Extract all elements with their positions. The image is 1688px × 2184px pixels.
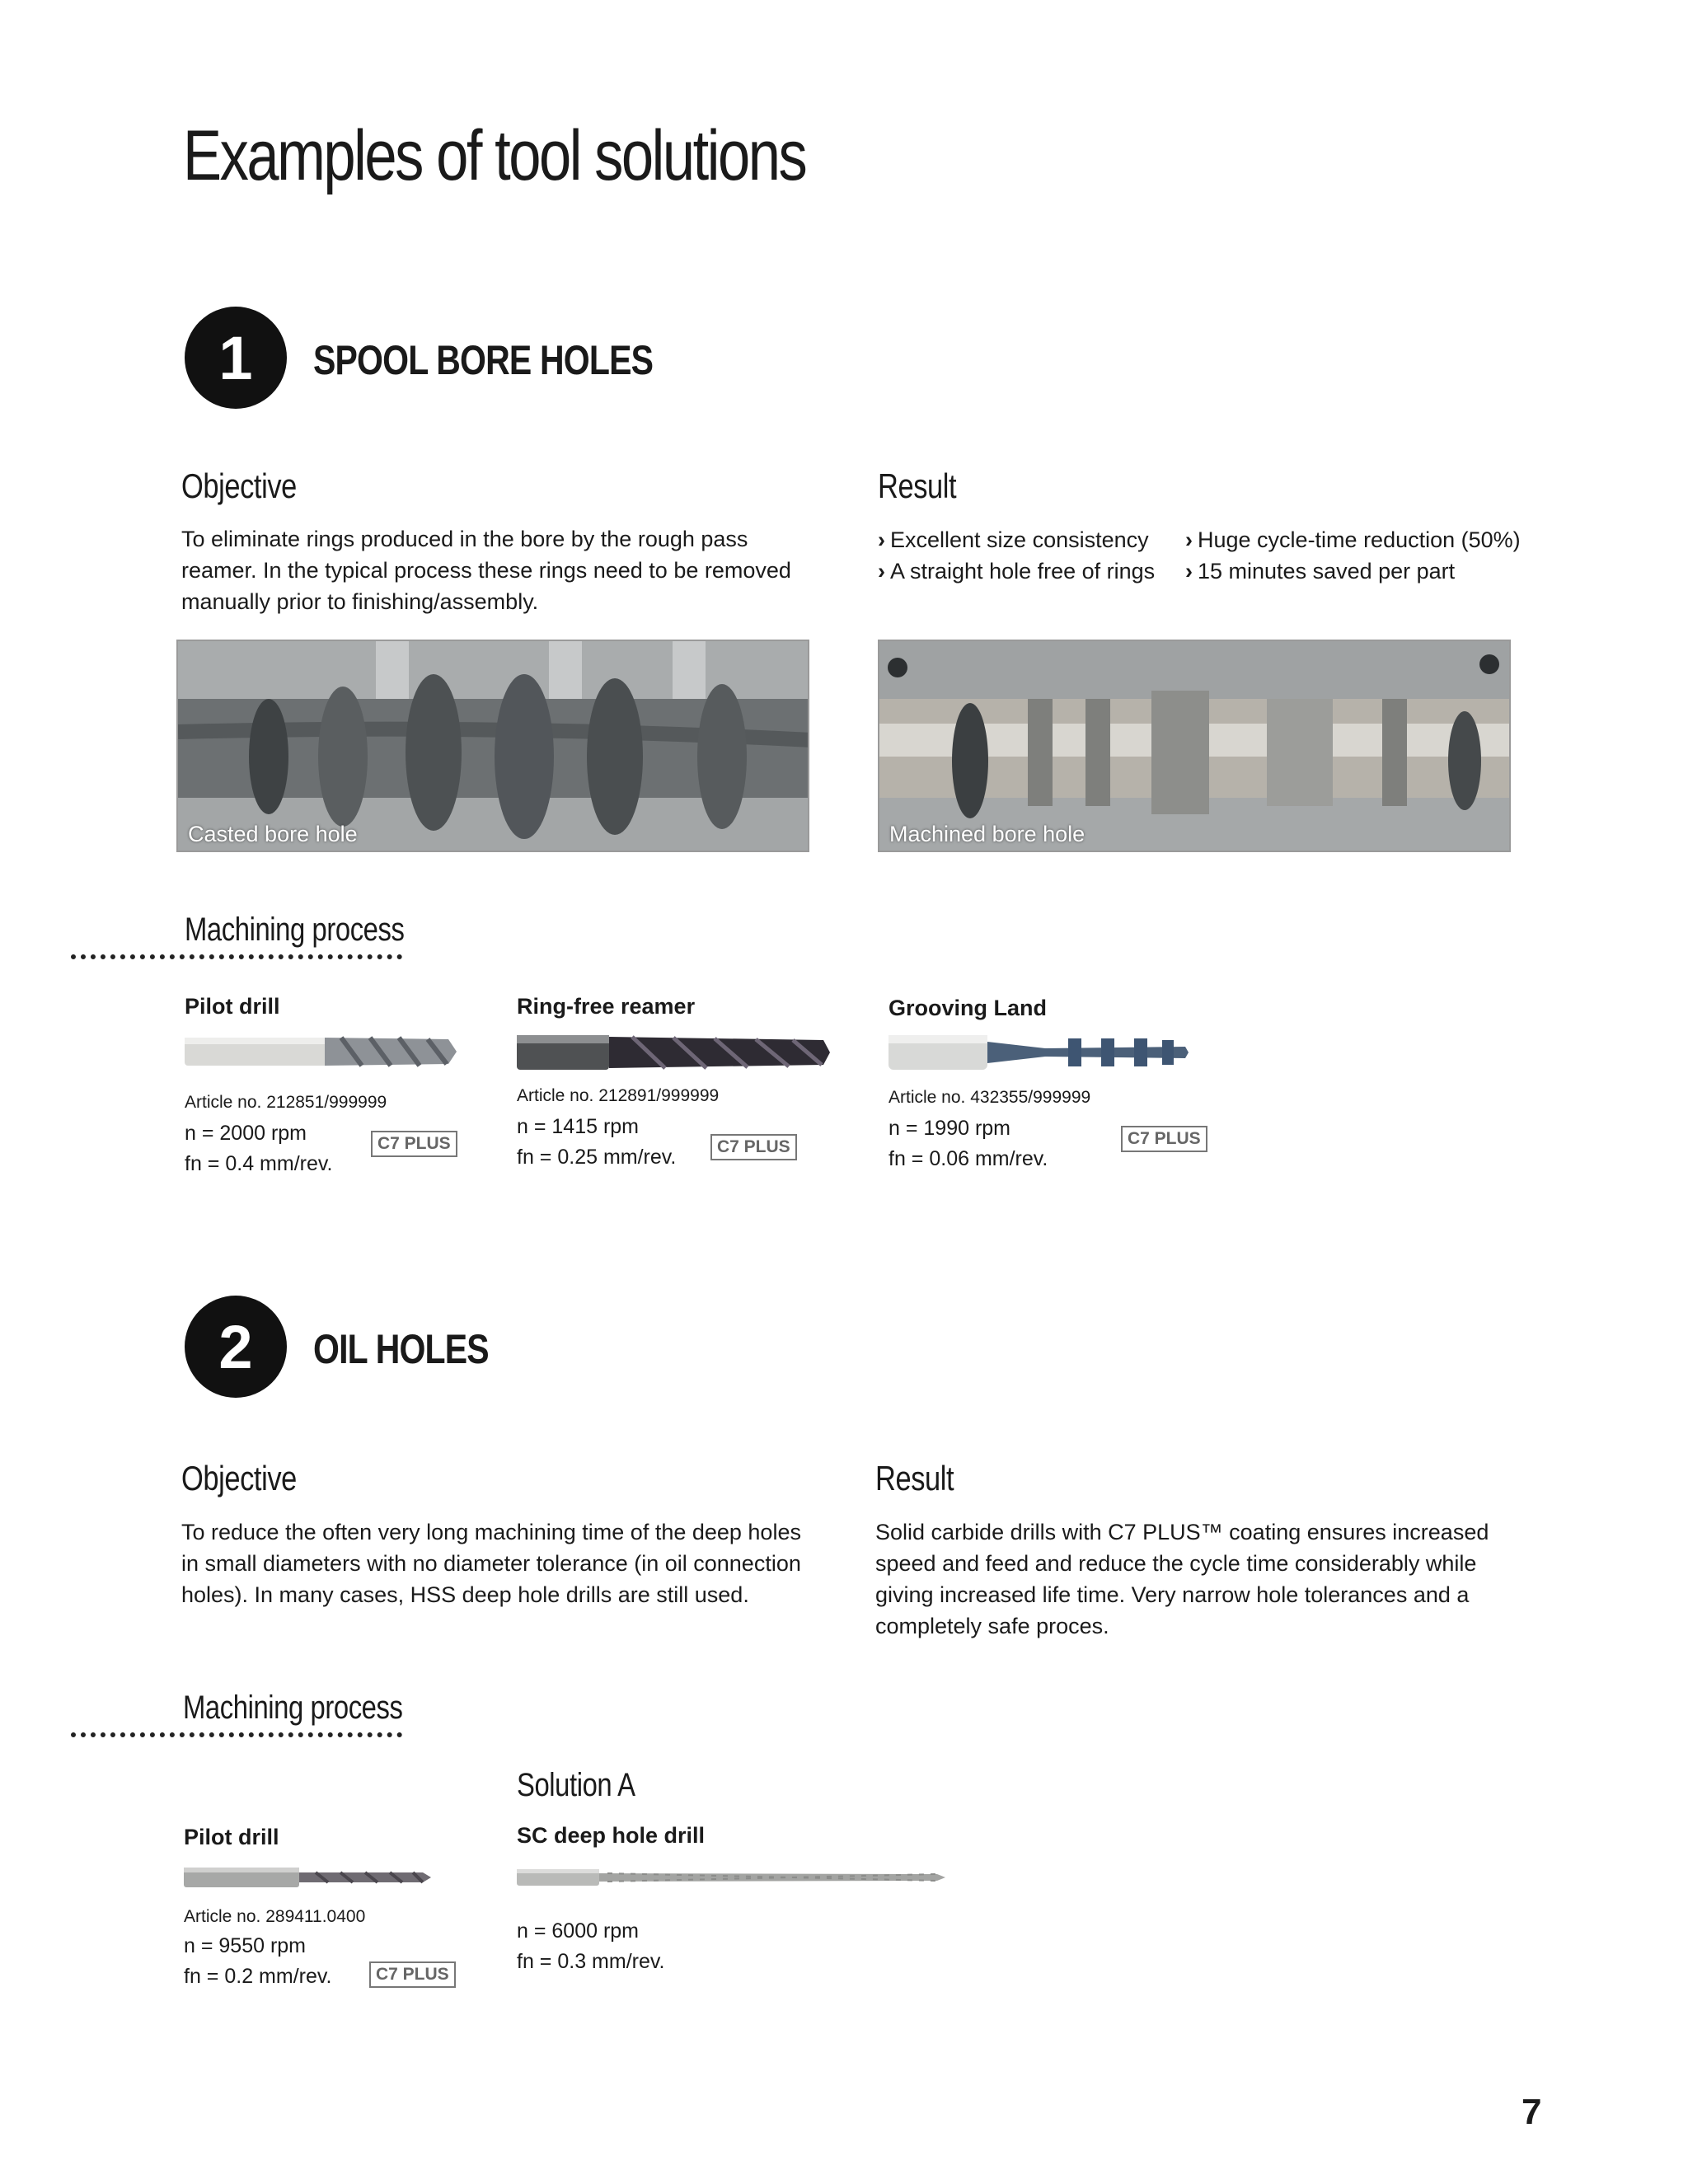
pilot-drill-image: [185, 1033, 457, 1071]
casted-bore-photo: [176, 640, 809, 852]
machined-bore-photo: [878, 640, 1511, 852]
tool-name: Pilot drill: [184, 1825, 279, 1849]
speed-value: n = 9550 rpm: [184, 1934, 307, 1957]
dotted-divider: [71, 954, 402, 959]
result-bullet: › Excellent size consistency: [878, 527, 1149, 552]
solution-heading: Solution A: [517, 1767, 635, 1803]
article-number: Article no. 212891/999999: [517, 1086, 720, 1105]
casted-bore-caption: Casted bore hole: [188, 822, 358, 846]
speed-value: n = 6000 rpm: [517, 1919, 640, 1943]
result-heading: Result: [878, 466, 957, 505]
feed-value: fn = 0.25 mm/rev.: [517, 1146, 677, 1169]
grooving-tool-image: [889, 1032, 1193, 1073]
machining-process-heading: Machining process: [183, 1690, 403, 1726]
c7-plus-badge: C7 PLUS: [710, 1134, 797, 1160]
objective-heading: Objective: [181, 466, 297, 505]
section-title: OIL HOLES: [313, 1326, 489, 1372]
speed-value: n = 2000 rpm: [185, 1122, 307, 1145]
c7-plus-badge: C7 PLUS: [1121, 1126, 1207, 1152]
page-number: 7: [1522, 2092, 1542, 2132]
section-number-badge: 2: [185, 1296, 287, 1398]
machining-process-heading: Machining process: [185, 912, 405, 948]
feed-value: fn = 0.2 mm/rev.: [184, 1965, 332, 1988]
result-bullet: › A straight hole free of rings: [878, 559, 1156, 583]
c7-plus-badge: C7 PLUS: [371, 1131, 457, 1157]
objective-text: To reduce the often very long machining time of the deep holes in small diameters with no diameter tolerance (in oil connection holes). In many cases, HSS deep hole drills are still used.: [181, 1520, 801, 1607]
section-number-badge: 1: [185, 307, 287, 409]
speed-value: n = 1415 rpm: [517, 1115, 640, 1138]
speed-value: n = 1990 rpm: [889, 1117, 1011, 1140]
article-number: Article no. 212851/999999: [185, 1093, 387, 1112]
feed-value: fn = 0.3 mm/rev.: [517, 1950, 665, 1973]
article-number: Article no. 432355/999999: [889, 1088, 1091, 1107]
feed-value: fn = 0.06 mm/rev.: [889, 1147, 1048, 1170]
objective-heading: Objective: [181, 1459, 297, 1497]
section-title: SPOOL BORE HOLES: [313, 337, 654, 383]
article-number: Article no. 289411.0400: [184, 1907, 366, 1926]
tool-name: SC deep hole drill: [517, 1823, 706, 1848]
tool-name: Ring-free reamer: [517, 994, 696, 1019]
deep-hole-drill-image: [517, 1868, 945, 1887]
pilot-drill-image: [184, 1866, 431, 1889]
machined-bore-image: [879, 641, 1511, 852]
result-heading: Result: [875, 1459, 954, 1497]
result-text: Solid carbide drills with C7 PLUS™ coating ensures increased speed and feed and reduce the cycle time considerably while giving increased life time. Very narrow hole tolerances and a completely safe proces.: [875, 1520, 1489, 1638]
feed-value: fn = 0.4 mm/rev.: [185, 1152, 333, 1175]
machined-bore-caption: Machined bore hole: [889, 822, 1085, 846]
objective-text: To eliminate rings produced in the bore by the rough pass reamer. In the typical process these rings need to be removed manually prior to finishing/assembly.: [181, 527, 791, 614]
reamer-image: [517, 1032, 830, 1073]
result-bullet: › Huge cycle-time reduction (50%): [1185, 527, 1521, 552]
tool-name: Pilot drill: [185, 994, 280, 1019]
dotted-divider: [71, 1732, 402, 1737]
result-bullet: › 15 minutes saved per part: [1185, 559, 1456, 583]
tool-name: Grooving Land: [889, 996, 1047, 1020]
c7-plus-badge: C7 PLUS: [369, 1961, 456, 1988]
page-title: Examples of tool solutions: [183, 116, 806, 195]
casted-bore-image: [178, 641, 809, 852]
